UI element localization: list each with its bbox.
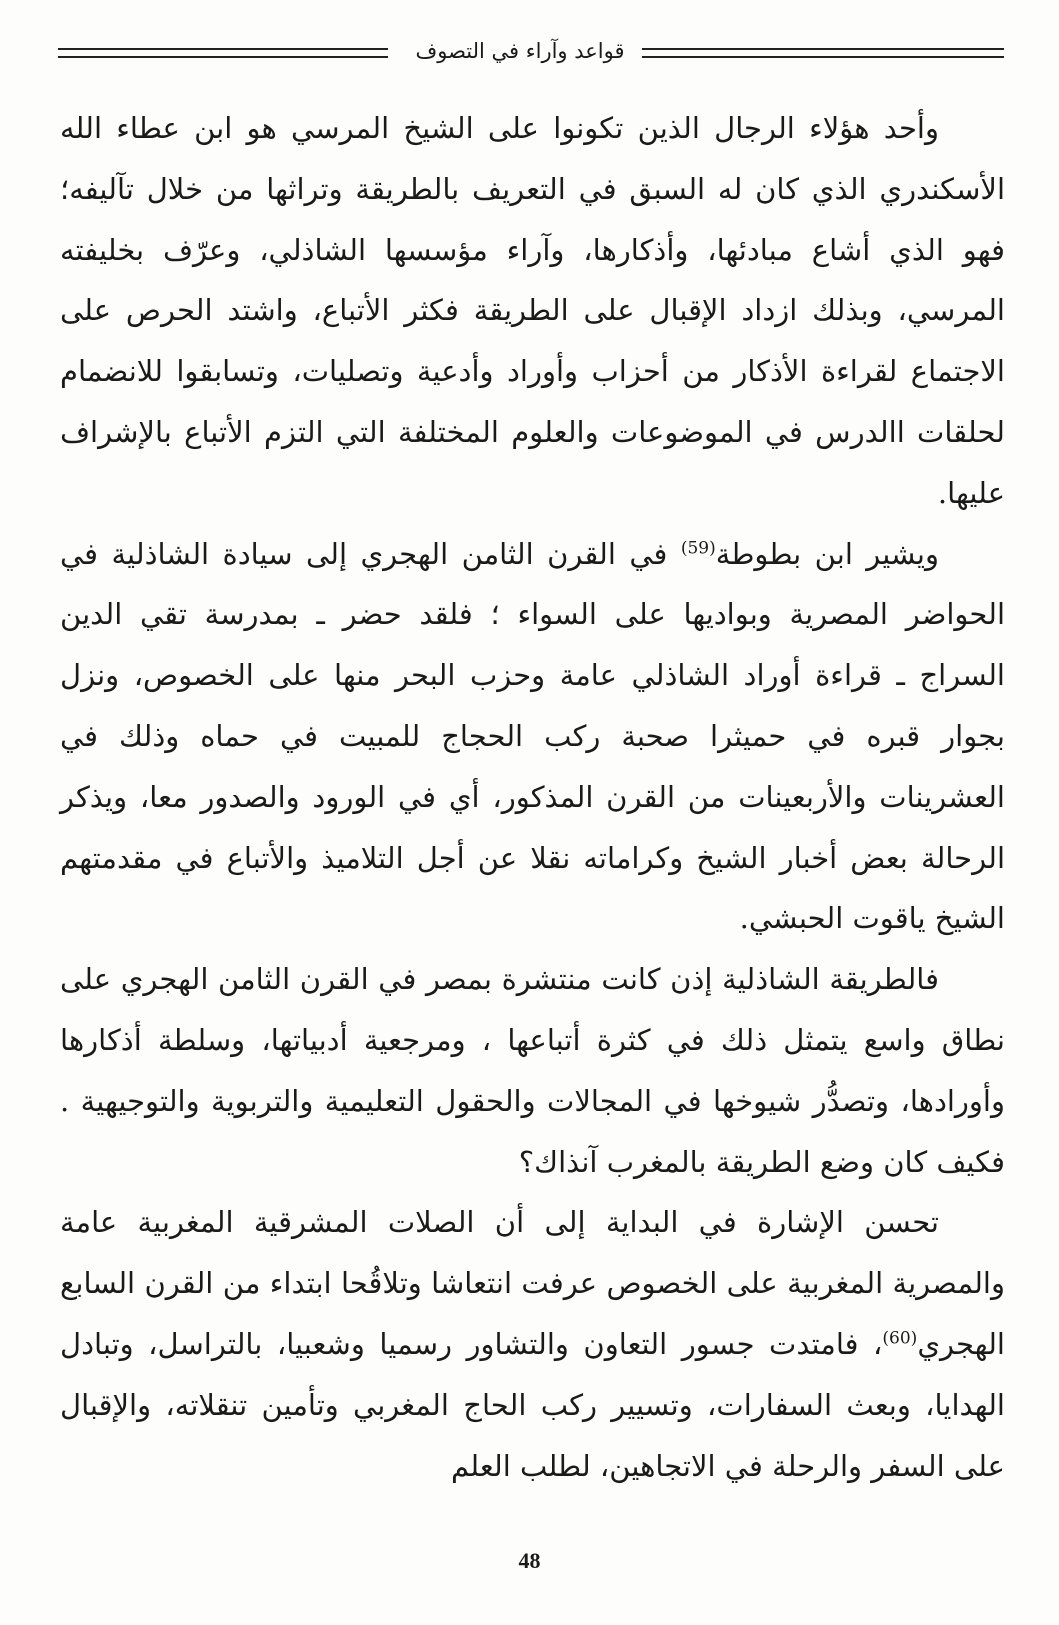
paragraph-1: وأحد هؤلاء الرجال الذين تكونوا على الشيخ المرسي هو ابن عطاء الله الأسكندري الذي كان له السبق في التعريف بالطريقة وتراثها من خلال تآليفه؛ فهو الذي أشاع مبادئها، وأذكارها، وآراء مؤسسها الشاذلي، وعرّف بخليفته المرسي، وبذلك ازداد الإقبال على الطريقة فكثر الأتباع، واشتد الحرص على الاجتماع لقراءة الأذكار من أحزاب وأوراد وأدعية وتصليات، وتسابقوا للانضمام لحلقات االدرس في الموضوعات والعلوم المختلفة التي التزم الأتباع بالإشراف عليها.: [60, 111, 1005, 510]
header-rule-left: [58, 48, 388, 58]
paragraph-4-rest: ، فامتدت جسور التعاون والتشاور رسميا وشعبيا، بالتراسل، وتبادل الهدايا، وبعث السفارات، وتسيير ركب الحاج المغربي وتأمين تنقلاته، والإقبال على السفر والرحلة في الاتجاهين، لطلب العلم: [60, 1326, 1005, 1483]
running-header-title: قواعد وآراء في التصوف: [415, 39, 625, 63]
paragraph-2: [60, 524, 1005, 950]
running-header: [58, 36, 1004, 76]
paragraph-2-rest: في القرن الثامن الهجري إلى سيادة الشاذلية في الحواضر المصرية وبواديها على السواء ؛ فلقد حضر ـ بمدرسة تقي الدين السراج ـ قراءة أوراد الشاذلي عامة وحزب البحر منها على الخصوص، ونزل بجوار قبره في حميثرا صحبة ركب الحجاج للمبيت في حماه وذلك في العشرينات والأربعينات من القرن المذكور، أي في الورود والصدور معا، ويذكر الرحالة بعض أخبار الشيخ وكراماته نقلا عن أجل التلاميذ والأتباع في مقدمتهم الشيخ ياقوت الحبشي.: [60, 536, 1005, 936]
paragraph-4: [60, 1192, 1005, 1496]
footnote-ref-59[interactable]: (59): [680, 537, 716, 558]
page-number: 48: [518, 1548, 541, 1573]
body-text: [60, 98, 1005, 1498]
footnote-ref-60[interactable]: (60): [882, 1328, 918, 1349]
header-rule-right: [642, 48, 1004, 58]
paragraph-3: فالطريقة الشاذلية إذن كانت منتشرة بمصر في القرن الثامن الهجري على نطاق واسع يتمثل ذلك في كثرة أتباعها ، ومرجعية أدبياتها، وسلطة أذكارها وأورادها، وتصدُّر شيوخها في المجالات والحقول التعليمية والتربوية والتوجيهية . فكيف كان وضع الطريقة بالمغرب آنذاك؟: [60, 962, 1005, 1179]
paragraph-2-start: ويشير ابن بطوطة: [715, 536, 940, 571]
paragraph-4-start: تحسن الإشارة في البداية إلى أن الصلات المشرقية المغربية عامة والمصرية المغربية على الخصوص عرفت انتعاشا وتلاقُحا ابتداء من القرن السابع الهجري: [60, 1205, 1005, 1361]
